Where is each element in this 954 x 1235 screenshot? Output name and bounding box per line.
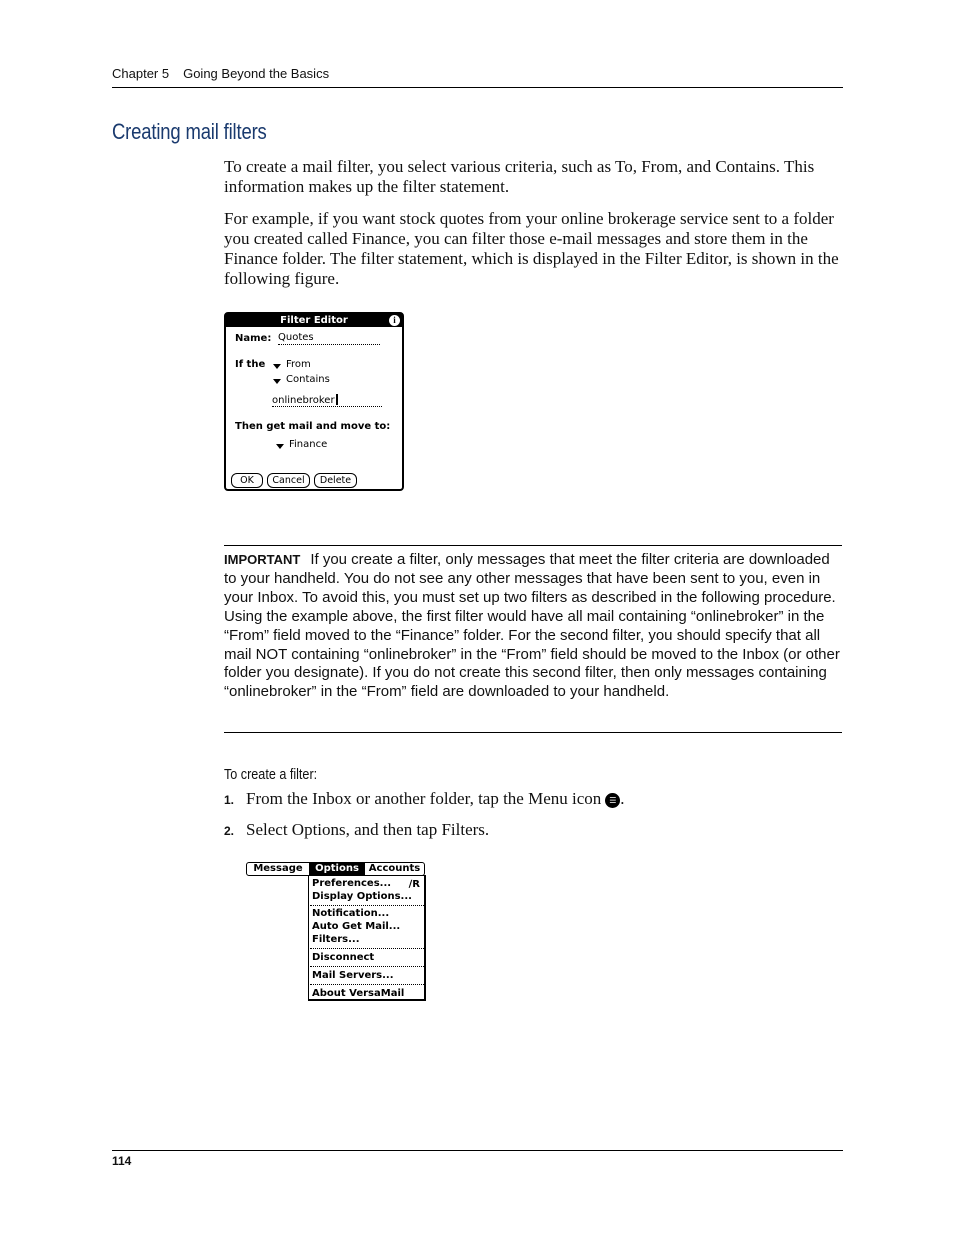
menu-item-auto-get-mail[interactable]: Auto Get Mail...	[312, 921, 401, 932]
chapter-number: Chapter 5	[112, 66, 170, 81]
text-cursor	[336, 394, 338, 405]
step-2	[224, 820, 489, 840]
name-field[interactable]: Quotes	[278, 332, 314, 343]
step-2-text: Select Options, and then tap Filters.	[246, 820, 490, 839]
menu-separator	[310, 984, 424, 985]
note-bottom-rule	[224, 732, 842, 733]
chapter-title: Going Beyond the Basics	[183, 66, 330, 81]
menu-item-display-options[interactable]: Display Options...	[312, 891, 412, 902]
if-the-label: If the	[235, 359, 266, 370]
match-text-underline	[272, 406, 382, 407]
step-2-number: 2.	[224, 824, 235, 838]
name-field-underline	[278, 344, 380, 345]
menu-separator	[310, 948, 424, 949]
important-text: If you create a filter, only messages that meet the filter criteria are downloaded to your handheld. You do not see any other messages that have been sent to you, even in your Inbox. To avoid this, you must set up two filters as described in the following procedure. Using the example above, the first filter would have all mail containing “onlinebroker” in the “From” field moved to the “Finance” folder. For the second filter, you should specify that all mail NOT containing “onlinebroker” in the “From” field should be moved to the Inbox (or other folder you designate). If you do not create this second filter, then only messages containing “onlinebroker” in the “From” field are downloaded to your handheld.	[224, 551, 840, 701]
step-1-number: 1.	[224, 793, 235, 807]
intro-paragraph: To create a mail filter, you select various criteria, such as To, From, and Contains. This information makes up the filter statement.	[224, 157, 815, 196]
options-menu-dropdown	[308, 875, 426, 1001]
ok-button[interactable]: OK	[231, 473, 263, 488]
delete-button[interactable]: Delete	[314, 473, 357, 488]
match-text-field[interactable]	[272, 394, 338, 406]
menu-tab-options[interactable]: Options	[309, 863, 365, 875]
menu-separator	[310, 905, 424, 906]
running-header	[112, 66, 329, 81]
match-text-value: onlinebroker	[272, 395, 335, 406]
menu-separator	[310, 966, 424, 967]
info-icon[interactable]: i	[389, 315, 400, 326]
header-rule	[112, 87, 843, 88]
step-1-text: From the Inbox or another folder, tap the Menu icon	[246, 789, 602, 808]
menu-item-about-versamail[interactable]: About VersaMail	[312, 988, 405, 999]
example-paragraph: For example, if you want stock quotes from your online brokerage service sent to a folder you created called Finance, you can filter those e-mail messages and store them in the Finance folder. The filter statement, which is displayed in the Filter Editor, is shown in the following figure.	[224, 209, 839, 288]
filter-editor-title: Filter Editor	[280, 315, 348, 326]
menu-item-filters[interactable]: Filters...	[312, 934, 360, 945]
then-move-label: Then get mail and move to:	[235, 421, 391, 432]
important-note	[224, 551, 844, 702]
condition-dropdown[interactable]: Contains	[286, 374, 330, 385]
section-title: Creating mail filters	[112, 119, 267, 144]
folder-dropdown-arrow-icon[interactable]	[276, 444, 284, 449]
menu-item-disconnect[interactable]: Disconnect	[312, 952, 375, 963]
filter-editor-screenshot	[224, 312, 404, 491]
field-dropdown-arrow-icon[interactable]	[273, 364, 281, 369]
menu-item-preferences[interactable]: Preferences...	[312, 878, 392, 889]
note-top-rule	[224, 545, 842, 546]
procedure-heading: To create a filter:	[224, 766, 318, 783]
menu-icon: ☰	[605, 793, 620, 808]
field-dropdown[interactable]: From	[286, 359, 311, 370]
step-1-suffix: .	[620, 789, 625, 808]
menu-item-mail-servers[interactable]: Mail Servers...	[312, 970, 394, 981]
important-label: IMPORTANT	[224, 552, 301, 567]
page-number: 114	[112, 1154, 132, 1168]
menu-tab-message[interactable]: Message	[253, 863, 303, 874]
filter-editor-titlebar	[226, 314, 402, 327]
footer-rule	[112, 1150, 843, 1151]
menu-tab-accounts[interactable]: Accounts	[368, 863, 421, 874]
menu-bar	[246, 862, 425, 876]
step-1	[224, 789, 625, 809]
menu-item-notification[interactable]: Notification...	[312, 908, 390, 919]
condition-dropdown-arrow-icon[interactable]	[273, 379, 281, 384]
folder-dropdown[interactable]: Finance	[289, 439, 328, 450]
preferences-shortcut: ∕R	[408, 879, 420, 890]
cancel-button[interactable]: Cancel	[267, 473, 310, 488]
name-label: Name:	[235, 333, 272, 344]
